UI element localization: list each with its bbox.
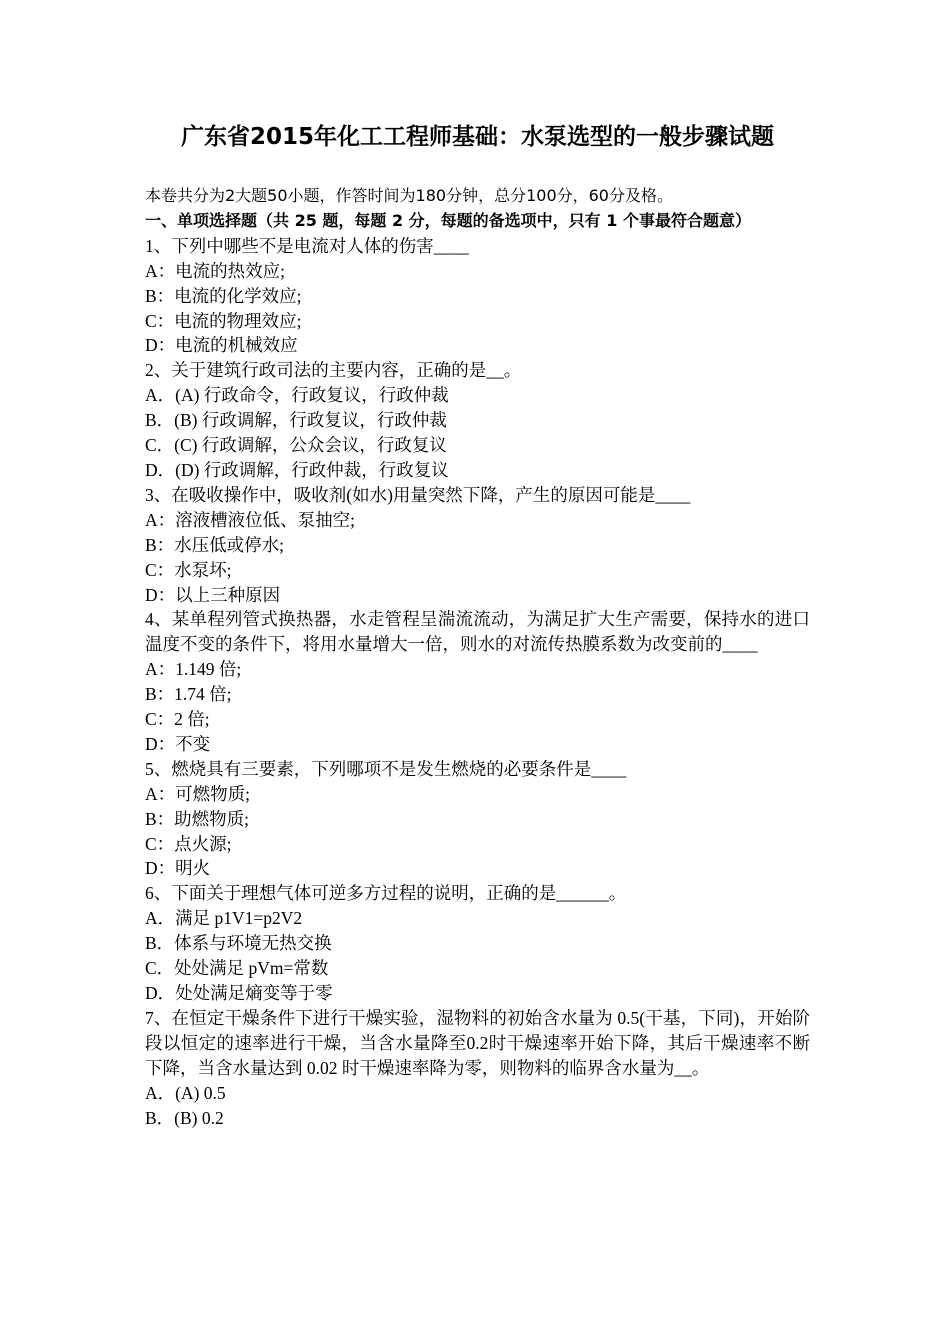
question-item bbox=[145, 358, 810, 483]
question-stem: 3、在吸收操作中，吸收剂(如水)用量突然下降，产生的原因可能是____ bbox=[145, 484, 691, 505]
answer-option: C．处处满足 pVm=常数 bbox=[145, 958, 329, 979]
question-stem: 7、在恒定干燥条件下进行干燥实验，湿物料的初始含水量为 0.5(干基，下同)，开始阶段以恒定的速率进行干燥，当含水量降至0.2时干燥速率开始下降，其后干燥速率不断下降，当含水量达到 0.02 时干燥速率降为零，则物料的临界含水量为__。 bbox=[145, 1007, 810, 1078]
answer-option: C：水泵坏; bbox=[145, 559, 232, 580]
document-body bbox=[145, 118, 810, 1130]
question-stem: 5、燃烧具有三要素，下列哪项不是发生燃烧的必要条件是____ bbox=[145, 758, 627, 779]
answer-option: A：电流的热效应; bbox=[145, 260, 285, 281]
answer-option: A：可燃物质; bbox=[145, 783, 250, 804]
answer-option: B．(B) 行政调解，行政复议，行政仲裁 bbox=[145, 410, 447, 431]
answer-option: D：明火 bbox=[145, 858, 211, 879]
answer-option: A．(A) 0.5 bbox=[145, 1082, 226, 1103]
answer-option: A．(A) 行政命令，行政复议，行政仲裁 bbox=[145, 385, 449, 406]
question-stem: 6、下面关于理想气体可逆多方过程的说明，正确的是______。 bbox=[145, 883, 627, 904]
answer-option: D：不变 bbox=[145, 733, 211, 754]
answer-option: A：1.149 倍; bbox=[145, 659, 242, 680]
answer-option: B：水压低或停水; bbox=[145, 534, 285, 555]
answer-option: B．体系与环境无热交换 bbox=[145, 933, 332, 954]
answer-option: B：助燃物质; bbox=[145, 808, 250, 829]
answer-option: D：电流的机械效应 bbox=[145, 335, 298, 356]
answer-option: C．(C) 行政调解，公众会议，行政复议 bbox=[145, 435, 447, 456]
answer-option: B．(B) 0.2 bbox=[145, 1107, 224, 1128]
section-heading: 一、单项选择题（共 25 题，每题 2 分，每题的备选项中，只有 1 个事最符合题意） bbox=[145, 210, 751, 230]
answer-option: C：电流的物理效应; bbox=[145, 310, 302, 331]
answer-option: D．处处满足熵变等于零 bbox=[145, 983, 333, 1003]
question-stem: 4、某单程列管式换热器，水走管程呈湍流流动，为满足扩大生产需要，保持水的进口温度不变的条件下，将用水量增大一倍，则水的对流传热膜系数为改变前的____ bbox=[145, 609, 810, 655]
question-item bbox=[145, 607, 810, 756]
question-stem: 2、关于建筑行政司法的主要内容，正确的是__。 bbox=[145, 360, 522, 381]
answer-option: D：以上三种原因 bbox=[145, 584, 281, 605]
question-item bbox=[145, 881, 810, 1006]
answer-option: B：1.74 倍; bbox=[145, 684, 232, 705]
answer-option: A：溶液槽液位低、泵抽空; bbox=[145, 509, 355, 530]
answer-option: A．满足 p1V1=p2V2 bbox=[145, 908, 303, 929]
answer-option: C：2 倍; bbox=[145, 709, 210, 730]
document-title: 广东省2015年化工工程师基础：水泵选型的一般步骤试题 bbox=[180, 124, 774, 150]
question-list bbox=[145, 234, 810, 1131]
question-item bbox=[145, 234, 810, 359]
question-item bbox=[145, 483, 810, 608]
answer-option: B：电流的化学效应; bbox=[145, 285, 302, 306]
exam-intro: 本卷共分为2大题50小题，作答时间为180分钟，总分100分，60分及格。 bbox=[145, 186, 673, 205]
question-stem: 1、下列中哪些不是电流对人体的伤害____ bbox=[145, 235, 469, 256]
answer-option: D．(D) 行政调解，行政仲裁，行政复议 bbox=[145, 459, 449, 480]
question-item bbox=[145, 1006, 810, 1131]
question-item bbox=[145, 757, 810, 882]
answer-option: C：点火源; bbox=[145, 833, 232, 854]
